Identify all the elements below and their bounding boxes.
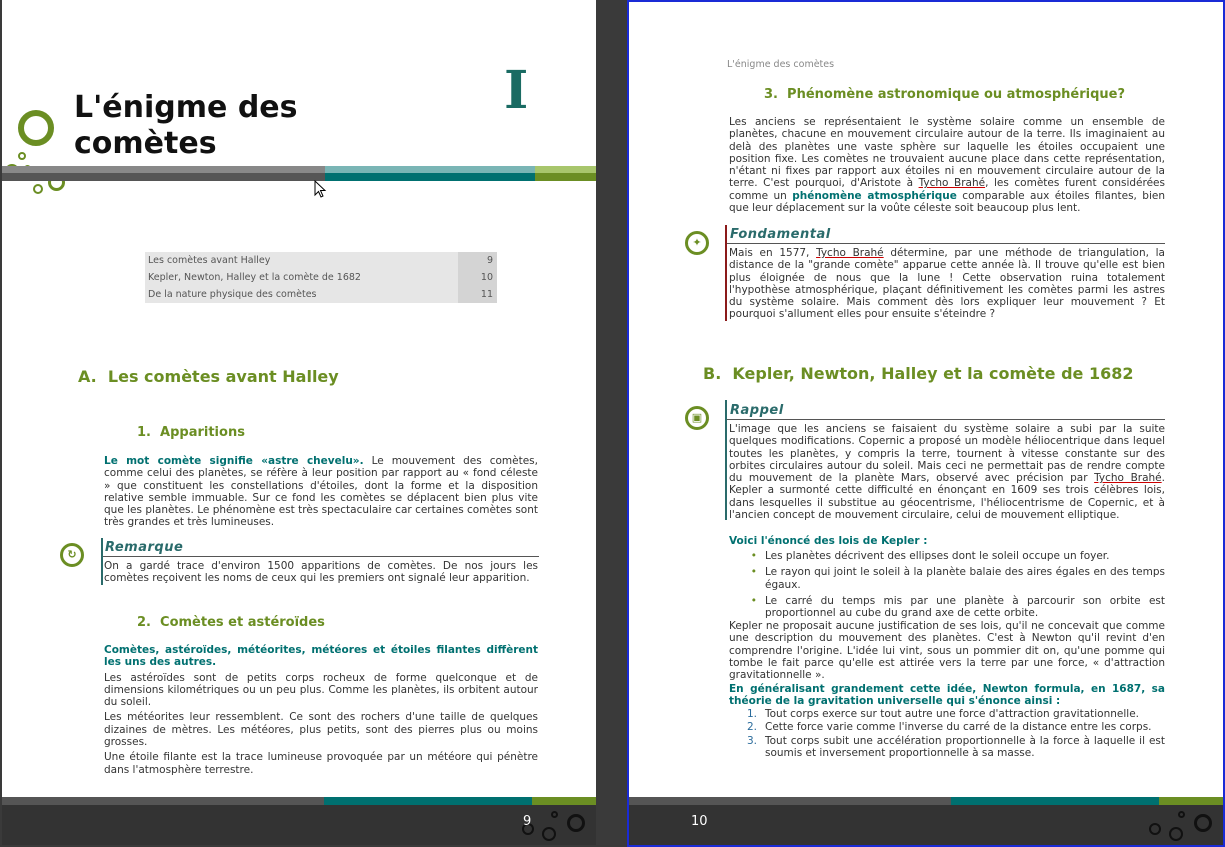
list-item (737, 550, 1165, 562)
right-page (627, 0, 1225, 847)
subsection-heading: 1. Apparitions (137, 425, 245, 440)
paragraph-text: comparable aux étoiles filantes, bien que leur déplacement sur la voûte céleste soit beaucoup plus lent. (729, 189, 1165, 215)
running-header: L'énigme des comètes (727, 59, 835, 70)
toc-row[interactable] (145, 286, 497, 303)
fondamental-title: Fondamental (730, 227, 831, 242)
list-number: 1. (746, 708, 757, 720)
deco-circle (567, 814, 585, 832)
footer-strip (2, 797, 596, 805)
paragraph-text: Les anciens se représentaient le système solaire comme un ensemble de planètes, chacune en mouvement circulaire autour de la terre. Ils imaginaient au delà des planètes une vaste sphère sur laquelle les étoiles occupaient une position fixe. Les comètes ne trouvaient aucune place dans cette représentation, n'étant ni fixes par rapport aux étoiles ni en mouvement circulaire autour de la terre. C'est pourquoi, d'Aristote à (729, 116, 1165, 190)
box-rule (103, 556, 539, 557)
left-page (2, 0, 596, 845)
rappel-title: Rappel (730, 403, 784, 418)
remark-title: Remarque (105, 540, 184, 555)
list-number: 3. (746, 734, 757, 747)
bookmark-icon: ▣ (685, 406, 709, 430)
rappel-text (729, 423, 1165, 521)
bullet-icon: • (750, 550, 757, 562)
list-item-text: Le carré du temps mis par une planète à parcourir son orbite est proportionnel au cube du grand axe de cette orbite. (765, 594, 1165, 620)
footer-strip (629, 797, 1223, 805)
deco-circle (1194, 814, 1212, 832)
toc-entry-page: 9 (458, 252, 497, 269)
chapter-title: L'énigme des comètes (74, 90, 298, 161)
header-bar-teal-light (325, 166, 535, 173)
deco-circle (18, 152, 26, 160)
newton-laws-list (737, 708, 1165, 760)
header-bar-green (535, 173, 596, 181)
deco-circle-large (18, 110, 54, 146)
list-item (737, 566, 1165, 591)
paragraph-text: , les comètes furent considérées comme un (729, 177, 1165, 202)
page-footer (629, 805, 1223, 845)
deco-circle (1178, 811, 1185, 818)
toc-entry-page: 11 (458, 286, 497, 303)
name-tycho: Tycho Brahé (816, 247, 884, 259)
name-tycho: Tycho Brahé (918, 177, 986, 190)
chapter-numeral: I (504, 60, 529, 121)
paragraph-text: Les météorites leur ressemblent. Ce sont des rochers d'une taille de quelques dizaines de mètres. Les météores, plus petits, sont des pierres plus ou moins grosses. (104, 711, 538, 749)
deco-circle (551, 811, 558, 818)
list-number: 2. (746, 721, 757, 734)
list-item-text: Le rayon qui joint le soleil à la planète balaie des aires égales en des temps égaux. (765, 566, 1165, 591)
toc-entry-title: Kepler, Newton, Halley et la comète de 1682 (148, 272, 361, 283)
toc-entry-page: 10 (458, 269, 497, 286)
list-item (737, 708, 1165, 720)
lead-text: En généralisant grandement cette idée, Newton formula, en 1687, sa théorie de la gravitation universelle qui s'énonce ainsi : (729, 683, 1165, 708)
highlight-text: phénomène atmosphérique (792, 189, 957, 202)
kepler-laws-list (737, 550, 1165, 623)
list-item (737, 595, 1165, 620)
deco-circle (33, 184, 43, 194)
remark-text: On a gardé trace d'environ 1500 apparitions de comètes. De nos jours les comètes reçoivent les noms de ceux qui les premiers ont signalé leur apparition. (104, 560, 538, 585)
box-rule (727, 243, 1165, 244)
body-paragraph (104, 455, 538, 529)
header-bar-gray-dark (2, 173, 325, 181)
toc-entry-title: Les comètes avant Halley (148, 255, 271, 266)
paragraph-text: . Kepler a surmonté cette difficulté en énonçant en 1609 ses trois célèbres lois, dans lesquelles il substitue au géocentrisme, l'héliocentrisme de Copernic, et à l'ancien concept de mouvement circulaire, celui de mouvement elliptique. (729, 472, 1165, 522)
list-item-text: Les planètes décrivent des ellipses dont le soleil occupe un foyer. (765, 550, 1110, 562)
lead-text: Voici l'énoncé des lois de Kepler : (729, 535, 928, 547)
paragraph-text: L'image que les anciens se faisaient du système solaire a subi par la suite quelques modifications. Copernic a proposé un modèle héliocentrique dans lequel toutes les planètes, y compris la terre, tournent à vitesse constante sur des orbites circulaires autour du soleil. Mais ceci ne permettait pas de rendre compte du mouvement de la planète Mars, observé avec précision par (729, 423, 1165, 485)
lightbulb-icon: ✦ (685, 231, 709, 255)
bullet-icon: • (750, 594, 757, 607)
toc-row[interactable] (145, 269, 497, 286)
paragraph-text: détermine, par une méthode de triangulation, la distance de la "grande comète" apparue cette année là. Il trouve qu'elle est bien plus éloignée de nous que la lune ! Cette observation ruina totalement l'hypothèse atmosphérique, plaçant définitivement les comètes parmi les astres du système solaire. Mais comment dès lors expliquer leur mouvement ? Et pourquoi s'allument elles pour ensuite s'éteindre ? (729, 247, 1165, 321)
table-of-contents (145, 252, 497, 303)
paragraph-text: Le mouvement des comètes, comme celui des planètes, se réfère à leur position par rapport au « fond céleste » que constituent les constellations d'étoiles, dont la forme et la disposition relative semble immuable. Sur ce fond les comètes se déplacent bien plus vite que les planètes. Le phénomène est très spectaculaire car certaines comètes sont très grandes et très lumineuses. (104, 455, 538, 529)
box-rule (727, 419, 1165, 420)
deco-circle (542, 827, 556, 841)
body-paragraph: Kepler ne proposait aucune justification de ses lois, qu'il ne concevait que comme une description du mouvement des planètes. C'est à Newton qu'il revint d'en comprendre l'origine. L'idée lui vint, sous un pommier dit on, qu'une pomme qui tombe le fait parce qu'elle est attirée vers la terre par une force, « d'attraction gravitationnelle ». (729, 620, 1165, 682)
page-number: 9 (523, 814, 532, 829)
paragraph-text: Mais en 1577, (729, 247, 817, 259)
list-item (737, 721, 1165, 733)
box-rule (725, 400, 727, 520)
fondamental-text (729, 247, 1165, 321)
list-item-text: Tout corps subit une accélération proportionnelle à la force à laquelle il est soumis et inversement proportionnelle à sa masse. (765, 734, 1165, 759)
toc-entry-title: De la nature physique des comètes (148, 289, 317, 300)
name-tycho: Tycho Brahé (1094, 472, 1162, 485)
deco-circle (1149, 823, 1161, 835)
list-item-text: Tout corps exerce sur tout autre une force d'attraction gravitationnelle. (765, 708, 1139, 720)
paragraph-text: Les astéroïdes sont de petits corps rocheux de forme quelconque et de dimensions kilométriques ou un peu plus. Comme les planètes, ils orbitent autour du soleil. (104, 671, 538, 709)
subsection-heading: 2. Comètes et astéroïdes (137, 615, 325, 630)
header-bar-gray (2, 166, 325, 173)
section-heading: A. Les comètes avant Halley (78, 367, 339, 386)
header-bar-green-light (535, 166, 596, 173)
page-number: 10 (691, 814, 708, 829)
box-rule (725, 225, 727, 321)
page-footer (2, 805, 596, 845)
header-bar-teal (325, 173, 535, 181)
paragraph-text: Une étoile filante est la trace lumineuse provoquée par un météore qui pénètre dans l'atmosphère terrestre. (104, 751, 538, 776)
list-item-text: Cette force varie comme l'inverse du carré de la distance entre les corps. (765, 721, 1152, 734)
mouse-cursor-icon (314, 180, 328, 200)
box-rule (101, 538, 103, 585)
lead-text: Comètes, astéroïdes, météorites, météores et étoiles filantes diffèrent les uns des autres. (104, 644, 538, 669)
body-paragraph (729, 116, 1165, 214)
section-heading: B. Kepler, Newton, Halley et la comète de 1682 (703, 364, 1134, 383)
body-paragraph (104, 644, 538, 779)
toc-row[interactable] (145, 252, 497, 269)
list-item (737, 735, 1165, 760)
deco-circle (1169, 827, 1183, 841)
lead-text: Le mot comète signifie «astre chevelu». (104, 455, 364, 467)
bullet-icon: • (750, 566, 757, 579)
remark-icon: ↻ (60, 543, 84, 567)
subsection-heading: 3. Phénomène astronomique ou atmosphérique? (764, 87, 1126, 102)
